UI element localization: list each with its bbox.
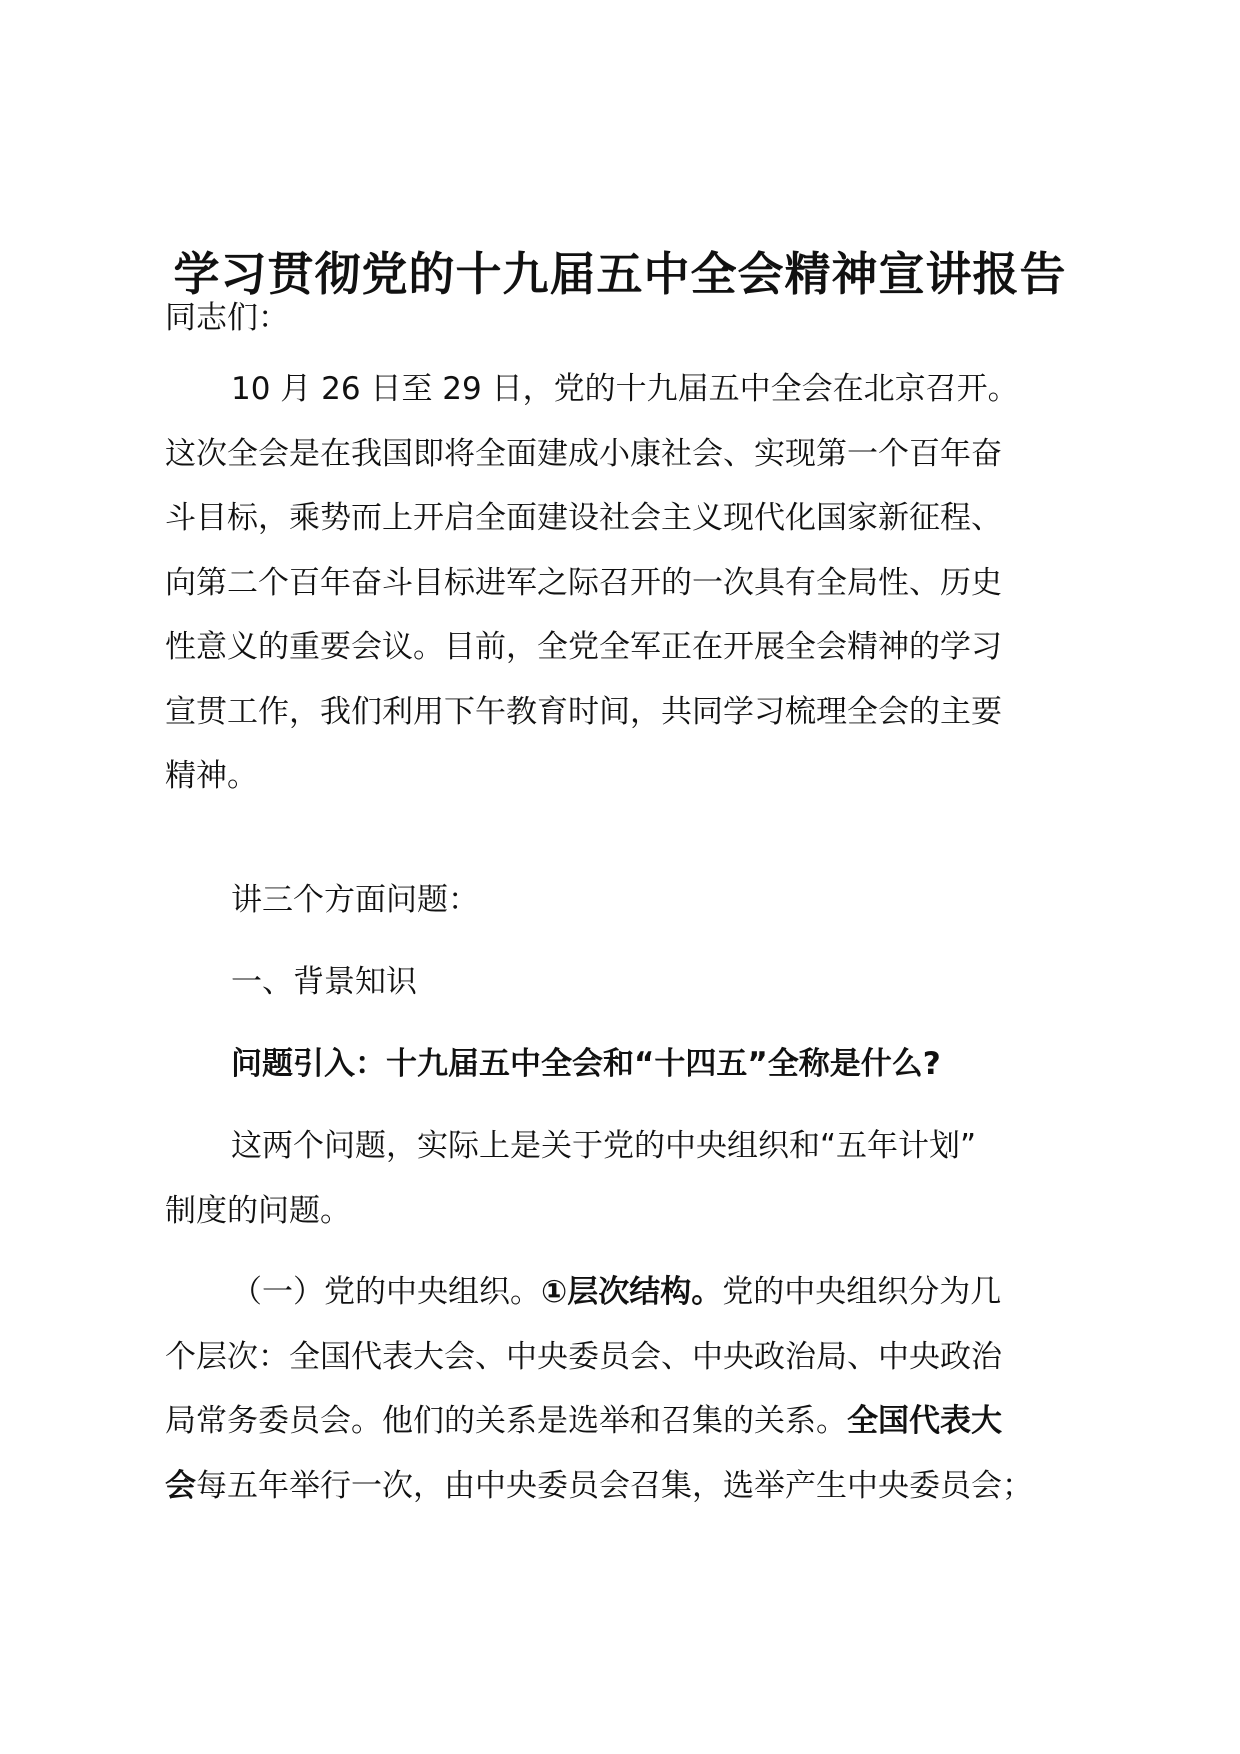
- intro-paragraph: [165, 868, 1095, 933]
- paragraph-1-line: 这次全会是在我国即将全面建成小康社会、实现第一个百年奋: [165, 435, 1002, 472]
- paragraph-1-line: 性意义的重要会议。目前，全党全军正在开展全会精神的学习: [165, 629, 1002, 665]
- paragraph-1-line: 10 月 26 日至 29 日，党的十九届五中全会在北京召开。: [231, 371, 1019, 407]
- section-heading: [165, 950, 1095, 1015]
- paragraph-3-line: [165, 1260, 1095, 1325]
- paragraph-1-line: 斗目标，乘势而上开启全面建设社会主义现代化国家新征程、: [165, 500, 1002, 536]
- paragraph-2-line: 制度的问题。: [165, 1192, 351, 1229]
- bold-term-congress: 全国代表大: [847, 1403, 1002, 1439]
- question-line: 问题引入：十九届五中全会和“十四五”全称是什么?: [231, 1046, 941, 1082]
- paragraph-1-line: 向第二个百年奋斗目标进军之际召开的一次具有全局性、历史: [165, 564, 1002, 601]
- subsection-label: （一）党的中央组织。: [231, 1274, 541, 1310]
- paragraph-3-text: 每五年举行一次，由中央委员会召集，选举产生中央委员会；: [196, 1467, 1033, 1504]
- section-heading-line: 一、背景知识: [231, 964, 417, 1000]
- paragraph-3-text: 局常务委员会。他们的关系是选举和召集的关系。: [165, 1403, 847, 1439]
- paragraph-1-line: 宣贯工作，我们利用下午教育时间，共同学习梳理全会的主要: [165, 693, 1002, 730]
- paragraph-3-line: [165, 1454, 1095, 1519]
- intro-line: 讲三个方面问题：: [231, 882, 479, 918]
- greeting: [165, 286, 1095, 351]
- paragraph-1: [165, 357, 1095, 809]
- paragraph-3-text: 党的中央组织分为几: [722, 1274, 1002, 1310]
- paragraph-2-line: 这两个问题，实际上是关于党的中央组织和“五年计划”: [231, 1128, 977, 1164]
- paragraph-1-line: 精神。: [165, 758, 258, 794]
- bold-term-congress-end: 会: [165, 1467, 196, 1504]
- bold-term-structure: ①层次结构。: [541, 1274, 723, 1310]
- greeting-line: 同志们：: [165, 300, 289, 336]
- question-heading: [165, 1032, 1095, 1097]
- paragraph-2: [165, 1114, 1095, 1243]
- paragraph-3-line: 个层次：全国代表大会、中央委员会、中央政治局、中央政治: [165, 1338, 1002, 1375]
- paragraph-3: [165, 1260, 1095, 1518]
- paragraph-3-line: [165, 1389, 1095, 1454]
- document-title: 学习贯彻党的十九届五中全会精神宣讲报告: [173, 247, 1067, 301]
